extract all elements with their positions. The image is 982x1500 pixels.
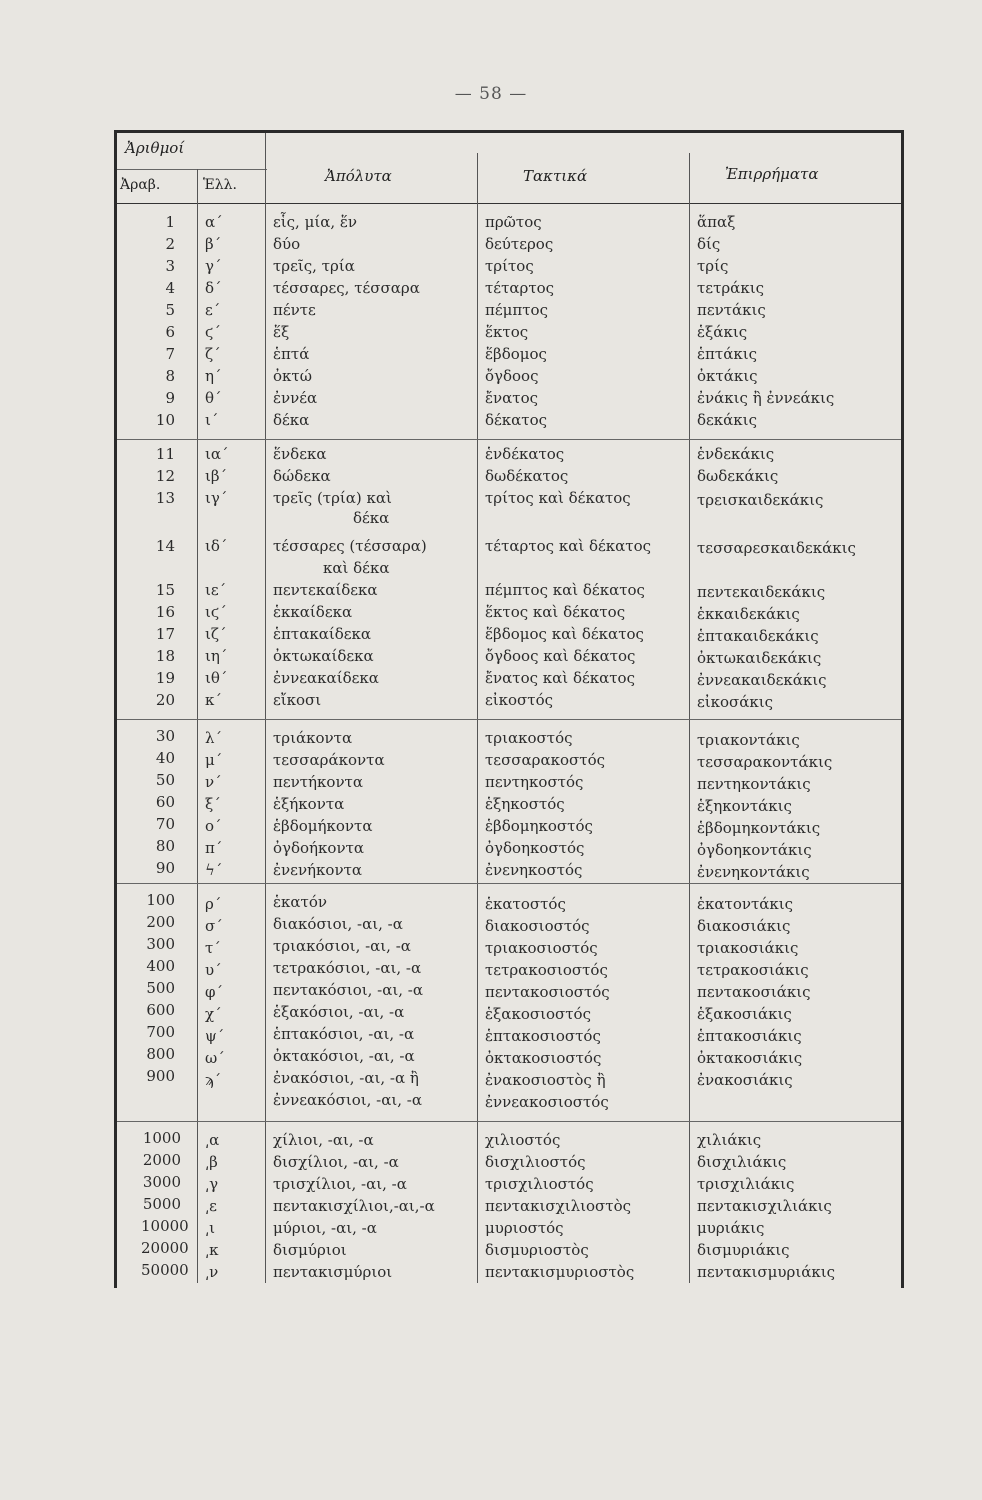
adverbial-form: δισχιλιάκις — [697, 1153, 787, 1171]
cardinal-form: τεσσαράκοντα — [273, 751, 385, 769]
adverbial-form: ἑνδεκάκις — [697, 445, 775, 463]
adverbial-form: τρισχιλιάκις — [697, 1175, 795, 1193]
adverbial-form: τριακοσιάκις — [697, 939, 799, 957]
adverbial-form: ὀκτακοσιάκις — [697, 1049, 803, 1067]
greek-numeral: ο΄ — [205, 817, 222, 835]
greek-numeral: φ΄ — [205, 983, 224, 1001]
group-divider — [117, 1121, 901, 1122]
arabic-numeral: 400 — [146, 957, 175, 975]
ordinal-form: ἑξακοσιοστός — [485, 1005, 591, 1023]
ordinal-form: πέμπτος — [485, 301, 548, 319]
adverbial-form: ὀκτάκις — [697, 367, 758, 385]
adverbial-form: ὀκτωκαιδεκάκις — [697, 649, 822, 667]
arabic-numeral: 6 — [165, 323, 175, 341]
ordinal-form: δωδέκατος — [485, 467, 569, 485]
adverbial-form: ἅπαξ — [697, 213, 736, 231]
ordinal-form: ἕκτος — [485, 323, 529, 341]
adverbial-form: μυριάκις — [697, 1219, 765, 1237]
adverbial-form: τετράκις — [697, 279, 764, 297]
cardinal-form: δύο — [273, 235, 301, 253]
cardinal-form: ὀγδοήκοντα — [273, 839, 364, 857]
header-adverbial: Ἐπιρρήματα — [725, 165, 819, 183]
arabic-numeral: 70 — [155, 815, 175, 833]
greek-numeral: ϛ΄ — [205, 323, 221, 341]
arabic-numeral: 600 — [146, 1001, 175, 1019]
ordinal-form: ἕβδομος καὶ δέκατος — [485, 625, 644, 643]
cardinal-form: ἕνδεκα — [273, 445, 327, 463]
adverbial-form: ἐννεακαιδεκάκις — [697, 671, 827, 689]
cardinal-form: πεντακόσιοι, -αι, -α — [273, 981, 423, 999]
adverbial-form: πεντάκις — [697, 301, 766, 319]
adverbial-form: εἰκοσάκις — [697, 693, 774, 711]
ordinal-form-continued: ἐννεακοσιοστός — [485, 1093, 609, 1111]
greek-numeral: ψ΄ — [205, 1027, 225, 1045]
greek-numeral: λ΄ — [205, 729, 223, 747]
ordinal-form: τρισχιλιοστός — [485, 1175, 594, 1193]
cardinal-form: ἕξ — [273, 323, 290, 341]
column-rule-ordinal — [477, 153, 478, 1283]
greek-numeral: γ΄ — [205, 257, 222, 275]
arabic-numeral: 13 — [155, 489, 175, 507]
arabic-numeral: 90 — [155, 859, 175, 877]
group-divider — [117, 883, 901, 884]
arabic-numeral: 14 — [155, 537, 175, 555]
arabic-numeral: 700 — [146, 1023, 175, 1041]
greek-numeral: χ΄ — [205, 1005, 222, 1023]
ordinal-form: τριακοστός — [485, 729, 573, 747]
adverbial-form: ἑπτακοσιάκις — [697, 1027, 802, 1045]
cardinal-form: διακόσιοι, -αι, -α — [273, 915, 403, 933]
cardinal-form: δισμύριοι — [273, 1241, 347, 1259]
numeral-table — [114, 130, 904, 1288]
ordinal-form: ἑξηκοστός — [485, 795, 565, 813]
arabic-numeral: 30 — [155, 727, 175, 745]
arabic-numeral: 8 — [165, 367, 175, 385]
arabic-numeral: 500 — [146, 979, 175, 997]
greek-numeral: ω΄ — [205, 1049, 225, 1067]
greek-numeral: ρ΄ — [205, 895, 222, 913]
ordinal-form: ἑβδομηκοστός — [485, 817, 593, 835]
greek-numeral: ͵γ — [205, 1175, 219, 1193]
ordinal-form: τρίτος — [485, 257, 534, 275]
group-divider — [117, 439, 901, 440]
adverbial-form: ἑξάκις — [697, 323, 748, 341]
greek-numeral: ιε΄ — [205, 581, 227, 599]
adverbial-form: τρίς — [697, 257, 729, 275]
cardinal-form: εἴκοσι — [273, 691, 322, 709]
greek-numeral: ζ΄ — [205, 345, 221, 363]
cardinal-form: δώδεκα — [273, 467, 331, 485]
arabic-numeral: 20 — [155, 691, 175, 709]
greek-numeral: σ΄ — [205, 917, 223, 935]
greek-numeral: ͵ε — [205, 1197, 217, 1215]
header-arabic: Ἀραβ. — [120, 177, 161, 193]
greek-numeral: μ΄ — [205, 751, 223, 769]
arabic-numeral: 1 — [165, 213, 175, 231]
ordinal-form: ὄγδοος καὶ δέκατος — [485, 647, 636, 665]
greek-numeral: β΄ — [205, 235, 222, 253]
ordinal-form: πεντακισμυριοστὸς — [485, 1263, 635, 1281]
adverbial-form: ἑπτακαιδεκάκις — [697, 627, 819, 645]
ordinal-form: ἐνακοσιοστὸς ἢ — [485, 1071, 606, 1089]
cardinal-form: ἐννέα — [273, 389, 318, 407]
arabic-numeral: 800 — [146, 1045, 175, 1063]
cardinal-form: τριάκοντα — [273, 729, 353, 747]
arabic-numeral: 10000 — [141, 1217, 189, 1235]
ordinal-form: ὄγδοος — [485, 367, 539, 385]
greek-numeral: θ΄ — [205, 389, 222, 407]
cardinal-form: ἑπτά — [273, 345, 310, 363]
greek-numeral: τ΄ — [205, 939, 221, 957]
greek-numeral: ͵ν — [205, 1263, 219, 1281]
cardinal-form: εἷς, μία, ἕν — [273, 213, 358, 231]
ordinal-form: τετρακοσιοστός — [485, 961, 608, 979]
column-rule-greek — [197, 169, 198, 1283]
ordinal-form: ἑπτακοσιοστός — [485, 1027, 601, 1045]
greek-numeral: ͵κ — [205, 1241, 219, 1259]
ordinal-form: πεντακισχιλιοστὸς — [485, 1197, 632, 1215]
cardinal-form: ἑπτακαίδεκα — [273, 625, 372, 643]
cardinal-form: ἑπτακόσιοι, -αι, -α — [273, 1025, 415, 1043]
arabic-numeral: 17 — [155, 625, 175, 643]
arabic-numeral: 2000 — [142, 1151, 181, 1169]
arabic-numeral: 20000 — [141, 1239, 189, 1257]
cardinal-form: τριακόσιοι, -αι, -α — [273, 937, 411, 955]
greek-numeral: δ΄ — [205, 279, 222, 297]
cardinal-form: χίλιοι, -αι, -α — [273, 1131, 374, 1149]
ordinal-form: δισχιλιοστός — [485, 1153, 586, 1171]
cardinal-form: ὀκτακόσιοι, -αι, -α — [273, 1047, 415, 1065]
cardinal-form: τετρακόσιοι, -αι, -α — [273, 959, 422, 977]
cardinal-form: ἑκκαίδεκα — [273, 603, 353, 621]
ordinal-form: μυριοστός — [485, 1219, 564, 1237]
header-greek: Ἑλλ. — [203, 177, 237, 193]
arabic-numeral: 300 — [146, 935, 175, 953]
cardinal-form: πεντακισμύριοι — [273, 1263, 393, 1281]
arabic-numeral: 2 — [165, 235, 175, 253]
cardinal-form: ἑξακόσιοι, -αι, -α — [273, 1003, 405, 1021]
cardinal-form: ἑξήκοντα — [273, 795, 345, 813]
greek-numeral: ͵α — [205, 1131, 220, 1149]
arabic-numeral: 50000 — [141, 1261, 189, 1279]
cardinal-form: δέκα — [273, 411, 310, 429]
cardinal-form: τρισχίλιοι, -αι, -α — [273, 1175, 407, 1193]
arabic-numeral: 200 — [146, 913, 175, 931]
adverbial-form: ἑπτάκις — [697, 345, 757, 363]
greek-numeral: ͵ι — [205, 1219, 216, 1237]
arabic-numeral: 5000 — [142, 1195, 181, 1213]
ordinal-form: ἑνδέκατος — [485, 445, 565, 463]
greek-numeral: ιγ΄ — [205, 489, 228, 507]
cardinal-form: τέσσαρες (τέσσαρα) — [273, 537, 427, 555]
greek-numeral: ϟ΄ — [205, 861, 223, 879]
greek-numeral: ιθ΄ — [205, 669, 228, 687]
cardinal-form: μύριοι, -αι, -α — [273, 1219, 377, 1237]
arabic-numeral: 80 — [155, 837, 175, 855]
ordinal-form: πρῶτος — [485, 213, 542, 231]
greek-numeral: ϡ΄ — [205, 1071, 222, 1089]
greek-numeral: κ΄ — [205, 691, 222, 709]
greek-numeral: ια΄ — [205, 445, 229, 463]
arabic-numeral: 11 — [155, 445, 175, 463]
adverbial-form: δεκάκις — [697, 411, 757, 429]
ordinal-form: ἑκατοστός — [485, 895, 566, 913]
adverbial-form: δίς — [697, 235, 721, 253]
arabic-numeral: 900 — [146, 1067, 175, 1085]
adverbial-form: ἑξηκοντάκις — [697, 797, 792, 815]
ordinal-form: διακοσιοστός — [485, 917, 590, 935]
arabic-numeral: 1000 — [142, 1129, 181, 1147]
arabic-numeral: 3000 — [142, 1173, 181, 1191]
arabic-numeral: 18 — [155, 647, 175, 665]
ordinal-form: τριακοσιοστός — [485, 939, 598, 957]
cardinal-form-continued: καὶ δέκα — [323, 559, 390, 577]
adverbial-form: πεντακοσιάκις — [697, 983, 811, 1001]
greek-numeral: ͵β — [205, 1153, 218, 1171]
ordinal-form: χιλιοστός — [485, 1131, 561, 1149]
adverbial-form: δισμυριάκις — [697, 1241, 790, 1259]
arabic-numeral: 7 — [165, 345, 175, 363]
arabic-numeral: 50 — [155, 771, 175, 789]
adverbial-form: τετρακοσιάκις — [697, 961, 809, 979]
cardinal-form: πεντεκαίδεκα — [273, 581, 378, 599]
cardinal-form: πεντήκοντα — [273, 773, 363, 791]
adverbial-form: πεντεκαιδεκάκις — [697, 583, 826, 601]
arabic-numeral: 12 — [155, 467, 175, 485]
cardinal-form: ὀκτώ — [273, 367, 312, 385]
ordinal-form: ἔνατος — [485, 389, 539, 407]
arabic-numeral: 19 — [155, 669, 175, 687]
adverbial-form: τεσσαρακοντάκις — [697, 753, 833, 771]
cardinal-form-continued: ἐννεακόσιοι, -αι, -α — [273, 1091, 422, 1109]
cardinal-form: ἐνακόσιοι, -αι, -α ἢ — [273, 1069, 419, 1087]
greek-numeral: υ΄ — [205, 961, 222, 979]
cardinal-form: τρεῖς, τρία — [273, 257, 355, 275]
ordinal-form: πεντακοσιοστός — [485, 983, 610, 1001]
adverbial-form: πεντηκοντάκις — [697, 775, 811, 793]
header-ordinal: Τακτικά — [523, 167, 588, 185]
cardinal-form: τρεῖς (τρία) καὶ — [273, 489, 392, 507]
adverbial-form: ἑκατοντάκις — [697, 895, 794, 913]
ordinal-form: τέταρτος καὶ δέκατος — [485, 537, 652, 555]
cardinal-form: ἑκατόν — [273, 893, 328, 911]
header-numbers: Ἀριθμοί — [125, 139, 185, 157]
group-divider — [117, 719, 901, 720]
arabic-numeral: 40 — [155, 749, 175, 767]
ordinal-form: τέταρτος — [485, 279, 555, 297]
adverbial-form: δωδεκάκις — [697, 467, 779, 485]
ordinal-form: ἐνενηκοστός — [485, 861, 583, 879]
greek-numeral: ξ΄ — [205, 795, 221, 813]
cardinal-form: δισχίλιοι, -αι, -α — [273, 1153, 399, 1171]
adverbial-form: ὀγδοηκοντάκις — [697, 841, 812, 859]
ordinal-form: πέμπτος καὶ δέκατος — [485, 581, 645, 599]
adverbial-form: ἐνάκις ἢ ἐννεάκις — [697, 389, 835, 407]
ordinal-form: εἰκοστός — [485, 691, 554, 709]
greek-numeral: ιζ΄ — [205, 625, 227, 643]
ordinal-form: τρίτος καὶ δέκατος — [485, 489, 631, 507]
arabic-numeral: 10 — [155, 411, 175, 429]
adverbial-form: ἑξακοσιάκις — [697, 1005, 792, 1023]
arabic-numeral: 15 — [155, 581, 175, 599]
ordinal-form: ὀκτακοσιοστός — [485, 1049, 602, 1067]
ordinal-form: ἕβδομος — [485, 345, 547, 363]
greek-numeral: ιδ΄ — [205, 537, 228, 555]
cardinal-form: πέντε — [273, 301, 316, 319]
ordinal-form: ἔνατος καὶ δέκατος — [485, 669, 635, 687]
ordinal-form: δισμυριοστὸς — [485, 1241, 589, 1259]
arabic-numeral: 60 — [155, 793, 175, 811]
greek-numeral: ιβ΄ — [205, 467, 228, 485]
ordinal-form: τεσσαρακοστός — [485, 751, 605, 769]
adverbial-form: πεντακισμυριάκις — [697, 1263, 836, 1281]
cardinal-form: ἐνενήκοντα — [273, 861, 362, 879]
arabic-numeral: 100 — [146, 891, 175, 909]
ordinal-form: ὀγδοηκοστός — [485, 839, 585, 857]
adverbial-form: ἑβδομηκοντάκις — [697, 819, 821, 837]
arabic-numeral: 5 — [165, 301, 175, 319]
column-rule-cardinal — [265, 133, 266, 1283]
greek-numeral: ν΄ — [205, 773, 222, 791]
arabic-numeral: 3 — [165, 257, 175, 275]
cardinal-form: ὀκτωκαίδεκα — [273, 647, 374, 665]
greek-numeral: ιη΄ — [205, 647, 228, 665]
greek-numeral: π΄ — [205, 839, 223, 857]
arabic-numeral: 9 — [165, 389, 175, 407]
cardinal-form-continued: δέκα — [353, 509, 390, 527]
column-rule-adverbial — [689, 153, 690, 1283]
adverbial-form: τρεισκαιδεκάκις — [697, 491, 824, 509]
arabic-numeral: 16 — [155, 603, 175, 621]
ordinal-form: δέκατος — [485, 411, 548, 429]
adverbial-form: χιλιάκις — [697, 1131, 762, 1149]
adverbial-form: τριακοντάκις — [697, 731, 800, 749]
adverbial-form: ἐνενηκοντάκις — [697, 863, 810, 881]
adverbial-form: πεντακισχιλιάκις — [697, 1197, 832, 1215]
ordinal-form: δεύτερος — [485, 235, 554, 253]
ordinal-form: πεντηκοστός — [485, 773, 584, 791]
page-number: — 58 — — [454, 84, 528, 104]
adverbial-form: διακοσιάκις — [697, 917, 791, 935]
cardinal-form: ἑβδομήκοντα — [273, 817, 373, 835]
adverbial-form: ἑκκαιδεκάκις — [697, 605, 800, 623]
cardinal-form: τέσσαρες, τέσσαρα — [273, 279, 420, 297]
greek-numeral: ιϛ΄ — [205, 603, 227, 621]
cardinal-form: πεντακισχίλιοι,-αι,-α — [273, 1197, 435, 1215]
header-cardinal: Ἀπόλυτα — [325, 167, 392, 185]
greek-numeral: ι΄ — [205, 411, 219, 429]
greek-numeral: ε΄ — [205, 301, 221, 319]
ordinal-form: ἕκτος καὶ δέκατος — [485, 603, 626, 621]
header-subdivider — [117, 169, 267, 170]
adverbial-form: ἐνακοσιάκις — [697, 1071, 793, 1089]
arabic-numeral: 4 — [165, 279, 175, 297]
greek-numeral: η΄ — [205, 367, 222, 385]
adverbial-form: τεσσαρεσκαιδεκάκις — [697, 539, 856, 557]
cardinal-form: ἐννεακαίδεκα — [273, 669, 379, 687]
header-divider — [117, 203, 901, 204]
greek-numeral: α΄ — [205, 213, 223, 231]
